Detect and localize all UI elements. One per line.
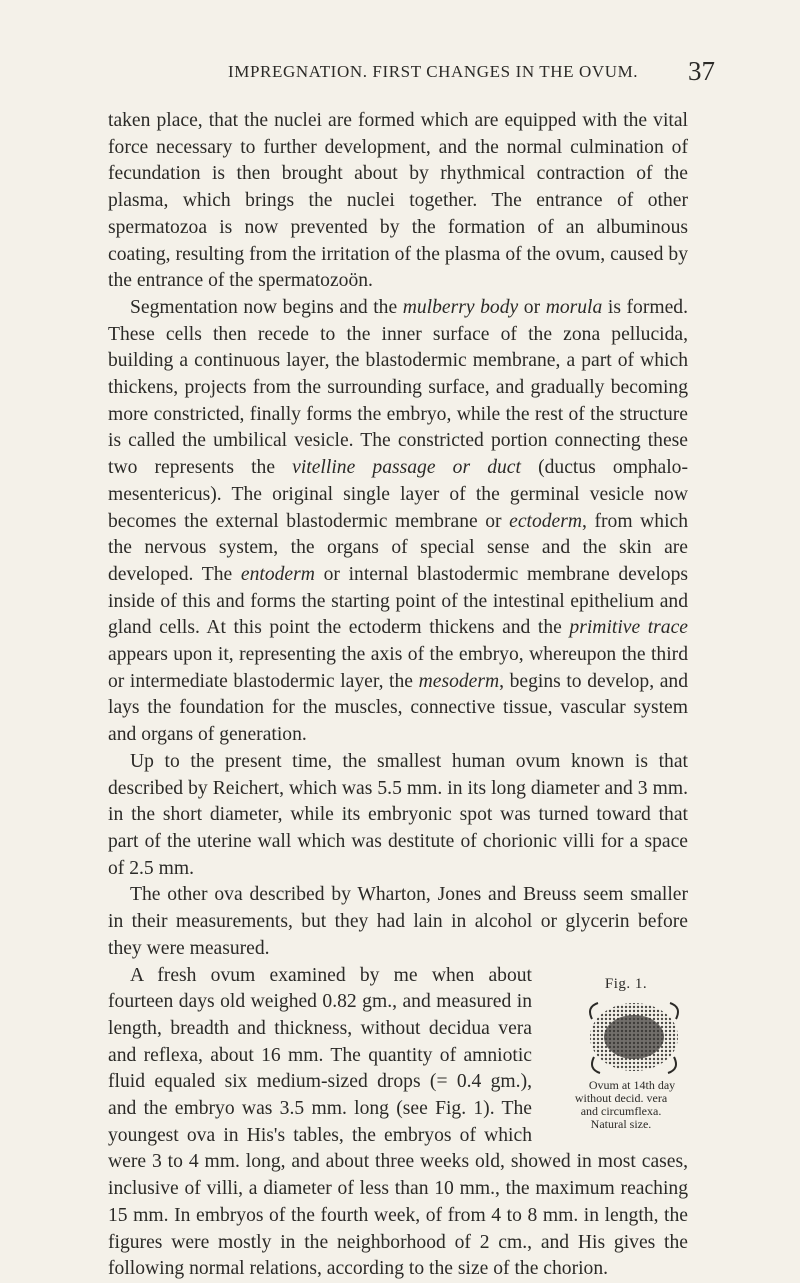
term-morula: morula xyxy=(545,296,603,318)
running-header xyxy=(0,58,800,94)
caption-line: Ovum at 14th day xyxy=(588,1077,676,1092)
figure-label: Fig. 1. xyxy=(604,975,648,992)
ovum-illustration xyxy=(584,997,684,1077)
caption-line: without decid. vera xyxy=(574,1090,668,1105)
page-number: 37 xyxy=(688,56,715,86)
text-run: is formed. These cells then recede to the inner surface of the zona pellucida, building a continuous layer, the blastodermic membrane, a part of which thickens, projects from the surrounding surface, and gradually becoming more constricted, finally forms the embryo, while the rest of the structure is called the umbilical vesicle. The constricted portion connecting these two represents the xyxy=(108,296,688,479)
text-run: Segmentation now begins and the xyxy=(130,296,403,318)
figure-caption xyxy=(540,1079,702,1131)
figure-1 xyxy=(540,971,702,1133)
text-run: or internal blastodermic membrane develops inside of this and forms the starting point of the intestinal epithelium and gland cells. At this point the ectoderm thickens and the xyxy=(108,563,689,639)
text-run: appears upon it, representing the axis of the embryo, whereupon the third or intermediate blastodermic layer, the xyxy=(108,644,688,692)
caption-line: Natural size. xyxy=(590,1116,652,1131)
term-ectoderm: ectoderm xyxy=(509,510,583,532)
term-primitive-trace: primitive trace xyxy=(569,617,688,639)
running-head-title: IMPREGNATION. FIRST CHANGES IN THE OVUM. xyxy=(228,62,639,81)
term-mesoderm: mesoderm xyxy=(418,670,500,692)
term-vitelline-passage: vitelline passage or duct xyxy=(292,457,521,479)
term-entoderm: entoderm xyxy=(240,563,315,585)
text-run: , from which the nervous system, the organs of special sense and the skin are developed. The xyxy=(108,510,689,585)
paragraph-3: Up to the present time, the smallest human ovum known is that described by Reichert, which was 5.5 mm. in its long diameter and 3 mm. in the short diameter, while its embryonic spot was turned toward that part of the uterine wall which was destitute of chorionic villi for a space of 2.5 mm. xyxy=(108,750,688,879)
paragraph-4: The other ova described by Wharton, Jones and Breuss seem smaller in their measurements, but they had lain in alcohol or glycerin before they were measured. xyxy=(108,884,688,959)
text-run: or xyxy=(518,296,546,318)
body-text xyxy=(108,108,688,1283)
text-run: (ductus omphalo-mesentericus). The original single layer of the germinal vesicle now becomes the external blastodermic membrane or xyxy=(108,457,688,532)
paragraph-2 xyxy=(108,295,688,749)
term-mulberry-body: mulberry body xyxy=(402,296,519,318)
paragraph-1: taken place, that the nuclei are formed which are equipped with the vital force necessary to further development, and the normal culmination of fecundation is then brought about by rhythmical contraction of the plasma, which brings the nuclei together. The entrance of other spermatozoa is now prevented by the formation of an albuminous coating, resulting from the irritation of the plasma of the ovum, caused by the entrance of the spermatozoön. xyxy=(108,110,688,292)
text-run: A fresh ovum examined by me when about fourteen days old weighed 0.82 gm., and measured in length, breadth and thickness, without decidua vera and reflexa, about 16 mm. The quantity of amniotic fluid equaled six medium-sized drops (= 0.4 gm.), and the embryo was 3.5 mm. long (see Fig. 1). The youngest ova in His's tables, the embryos of which were 3 to 4 mm. long, and about three weeks old, showed in most cases, inclusive of villi, a diameter of less than 10 mm., the maximum reaching 15 mm. In embryos of the fourth week, of from 4 to 8 mm. in length, the figures were mostly in the neighborhood of 2 cm., and His gives the following normal relations, according to the size of the chorion. xyxy=(108,964,688,1280)
text-run: , begins to develop, and lays the foundation for the muscles, connective tissue, vascular system and organs of generation. xyxy=(108,670,688,746)
caption-line: and circumflexa. xyxy=(580,1103,662,1118)
